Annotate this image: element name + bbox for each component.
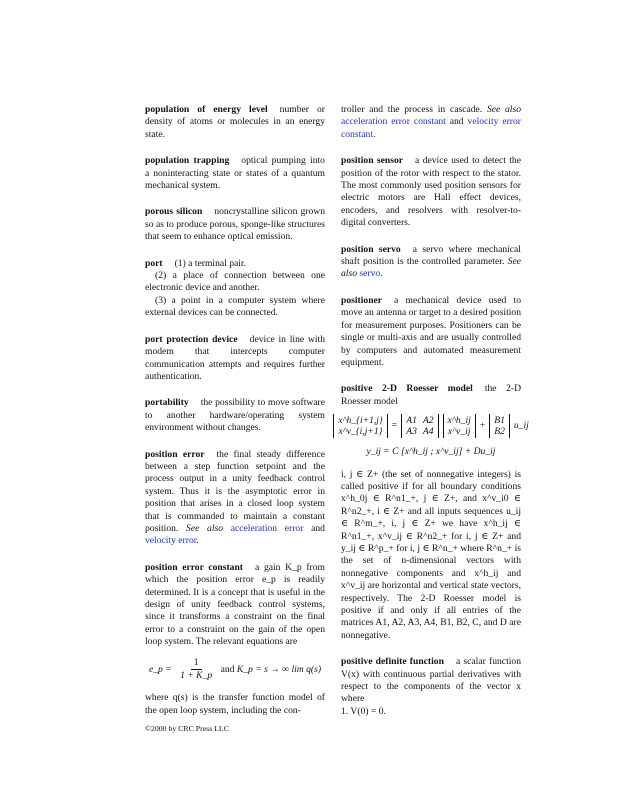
entry-positive-2d-roesser-model bbox=[338, 383, 529, 642]
term: position servo bbox=[341, 243, 401, 255]
matrix-cell: A2 bbox=[422, 415, 434, 427]
conjunction: and bbox=[311, 522, 325, 534]
definition-3: (3) a point in a computer system where external devices can be connected. bbox=[145, 294, 325, 319]
definition: device in line with modem that intercepts computer communication attempts and requires further authentication. bbox=[145, 333, 325, 382]
roesser-output-equation: y_ij = C [x^h_ij ; x^v_ij] + Du_ij bbox=[366, 446, 496, 458]
link-acceleration-error[interactable]: acceleration error bbox=[230, 522, 304, 534]
fraction bbox=[177, 657, 215, 683]
definition: a gain K_p from which the position error e_p is readily determined. It is a concept that is useful in the design of unity feedback control systems, since it transforms a constraint on the final error to a constraint on the gain of the open loop system. The relevant equations are bbox=[145, 561, 325, 648]
matrix-cell: B1 bbox=[494, 415, 505, 427]
roesser-state-equation bbox=[338, 414, 529, 438]
definition: noncrystalline silicon grown so as to produce porous, sponge-like structures that seem to enhance optical emission. bbox=[145, 206, 325, 243]
definition: the possibility to move software to another hardware/operating system environment without changes. bbox=[145, 397, 325, 434]
see-also: See also bbox=[186, 522, 224, 534]
matrix-a bbox=[401, 414, 438, 438]
definition: optical pumping into a noninteracting state or states of a quantum mechanical system. bbox=[145, 155, 325, 192]
period: . bbox=[372, 128, 376, 140]
entry-population-energy-level bbox=[145, 104, 325, 141]
entry-position-servo bbox=[341, 244, 521, 281]
definition: a mechanical device used to move an antenna or target to a desired position for measurement purposes. Positioners can be single or multi-axis and are usually controlled by computers and automated measurement equipment. bbox=[341, 294, 521, 368]
equation-position-error bbox=[145, 657, 325, 683]
period: . bbox=[196, 535, 199, 547]
matrix-cell: A1 bbox=[406, 415, 417, 427]
term: positive 2-D Roesser model bbox=[341, 383, 473, 395]
see-also: See also bbox=[486, 104, 521, 115]
entry-positive-definite-function bbox=[341, 656, 521, 718]
roesser-body: i, j ∈ Z+ (the set of nonnegative integers) is called positive if for all boundary conditions x^h_0j ∈ R^n1_+, j ∈ Z+, and x^v_i0 ∈ R^n2_+, i ∈ Z+ and all inputs sequences u_ij ∈ R^m_+, i, j ∈ Z+ we have x^h_ij ∈ R^n1_+, x^v_ij ∈ R^n2_+ for i, j ∈ Z+ and y_ij ∈ R^p_+ for i, j ∈ R^n_+ where R^n_+ is the set of n-dimensional vectors with nonnegative components and x^h_ij and x^v_ij are horizontal and vertical state vectors, respectively. The 2-D Roesser model is positive if and only if all entries of the matrices A1, A2, A3, A4, B1, B2, C, and D are nonnegative. bbox=[341, 468, 521, 641]
term: position error bbox=[145, 448, 205, 460]
matrix-cell: A4 bbox=[422, 426, 434, 438]
period: . bbox=[380, 268, 383, 280]
conjunction: and bbox=[449, 116, 464, 128]
definition: a scalar function V(x) with continuous partial derivatives with respect to the components of the vector x where bbox=[341, 656, 521, 705]
matrix-row-1 bbox=[406, 415, 433, 426]
matrix-cell: B2 bbox=[494, 426, 505, 438]
term: position sensor bbox=[341, 155, 404, 167]
definition: number or density of atoms or molecules in an energy state. bbox=[145, 104, 325, 140]
definition-2: (2) a place of connection between one electronic device and another. bbox=[145, 270, 325, 294]
definition: the final steady difference between a step function setpoint and the process output in a unity feedback control system. Thus it is the asymptotic error in position that arises in a closed loop system that is commanded to maintain a constant position. bbox=[145, 448, 325, 534]
matrix-cell: A3 bbox=[406, 426, 417, 438]
link-velocity-error-constant[interactable]: velocity error constant bbox=[341, 116, 521, 140]
link-acceleration-error-constant[interactable]: acceleration error constant bbox=[341, 116, 446, 128]
plus-sign: + bbox=[479, 419, 486, 431]
entry-portability bbox=[145, 397, 325, 434]
term: porous silicon bbox=[145, 206, 203, 218]
entry-position-error bbox=[145, 449, 325, 548]
link-servo[interactable]: servo bbox=[359, 268, 381, 280]
eq-ep: e_p = bbox=[148, 663, 172, 675]
term: positive definite function bbox=[341, 656, 444, 668]
definition: a servo where mechanical shaft position is the controlled parameter. bbox=[341, 243, 521, 268]
entry-continued bbox=[341, 104, 521, 141]
copyright-footer: ©2000 by CRC Press LLC bbox=[145, 724, 229, 733]
definition: a device used to detect the position of the rotor with respect to the stator. The most commonly used position sensors for electric motors are Hall effect devices, encoders, and resolvers with resolver-to-digital converters. bbox=[341, 155, 521, 229]
matrix-row-2 bbox=[406, 426, 433, 437]
matrix-lhs bbox=[333, 414, 388, 438]
entry-port bbox=[145, 258, 325, 320]
after-text: where q(s) is the transfer function model of the open loop system, including the con- bbox=[145, 692, 325, 716]
eq-and: and bbox=[220, 663, 235, 675]
definition: the 2-D Roesser model bbox=[341, 383, 522, 407]
list-item: 1. V(0) = 0. bbox=[341, 705, 386, 717]
entry-port-protection-device bbox=[145, 334, 325, 384]
term: population of energy level bbox=[145, 104, 268, 115]
matrix-cell: x^h_{i+1,j} bbox=[338, 415, 383, 427]
term: portability bbox=[145, 397, 189, 409]
entry-position-sensor bbox=[341, 155, 521, 229]
numerator: 1 bbox=[191, 657, 202, 670]
entry-porous-silicon bbox=[145, 206, 325, 243]
matrix-cell: x^h_ij bbox=[447, 415, 471, 427]
term: port protection device bbox=[145, 333, 238, 345]
entry-positioner bbox=[341, 295, 521, 369]
left-column bbox=[145, 104, 325, 731]
matrix-cell: x^v_ij bbox=[447, 426, 471, 438]
term: population trapping bbox=[145, 155, 230, 167]
entry-position-error-constant bbox=[145, 562, 325, 717]
denominator: 1 + K_p bbox=[180, 670, 213, 682]
matrix-b bbox=[489, 414, 510, 438]
continued-text: troller and the process in cascade. bbox=[341, 104, 483, 115]
input-u: u_ij bbox=[513, 419, 529, 431]
eq-kp: K_p = s → ∞ lim q(s) bbox=[236, 663, 322, 675]
definition: (1) a terminal pair. bbox=[174, 257, 246, 269]
term: port bbox=[145, 257, 163, 269]
link-velocity-error[interactable]: velocity error bbox=[145, 535, 197, 547]
see-also: See also bbox=[341, 256, 521, 280]
matrix-x bbox=[443, 414, 476, 438]
term: position error constant bbox=[145, 561, 244, 573]
matrix-cell: x^v_{i,j+1} bbox=[338, 426, 383, 438]
right-column bbox=[338, 104, 529, 732]
equals-sign: = bbox=[391, 419, 398, 431]
entry-population-trapping bbox=[145, 155, 325, 192]
term: positioner bbox=[341, 294, 383, 306]
